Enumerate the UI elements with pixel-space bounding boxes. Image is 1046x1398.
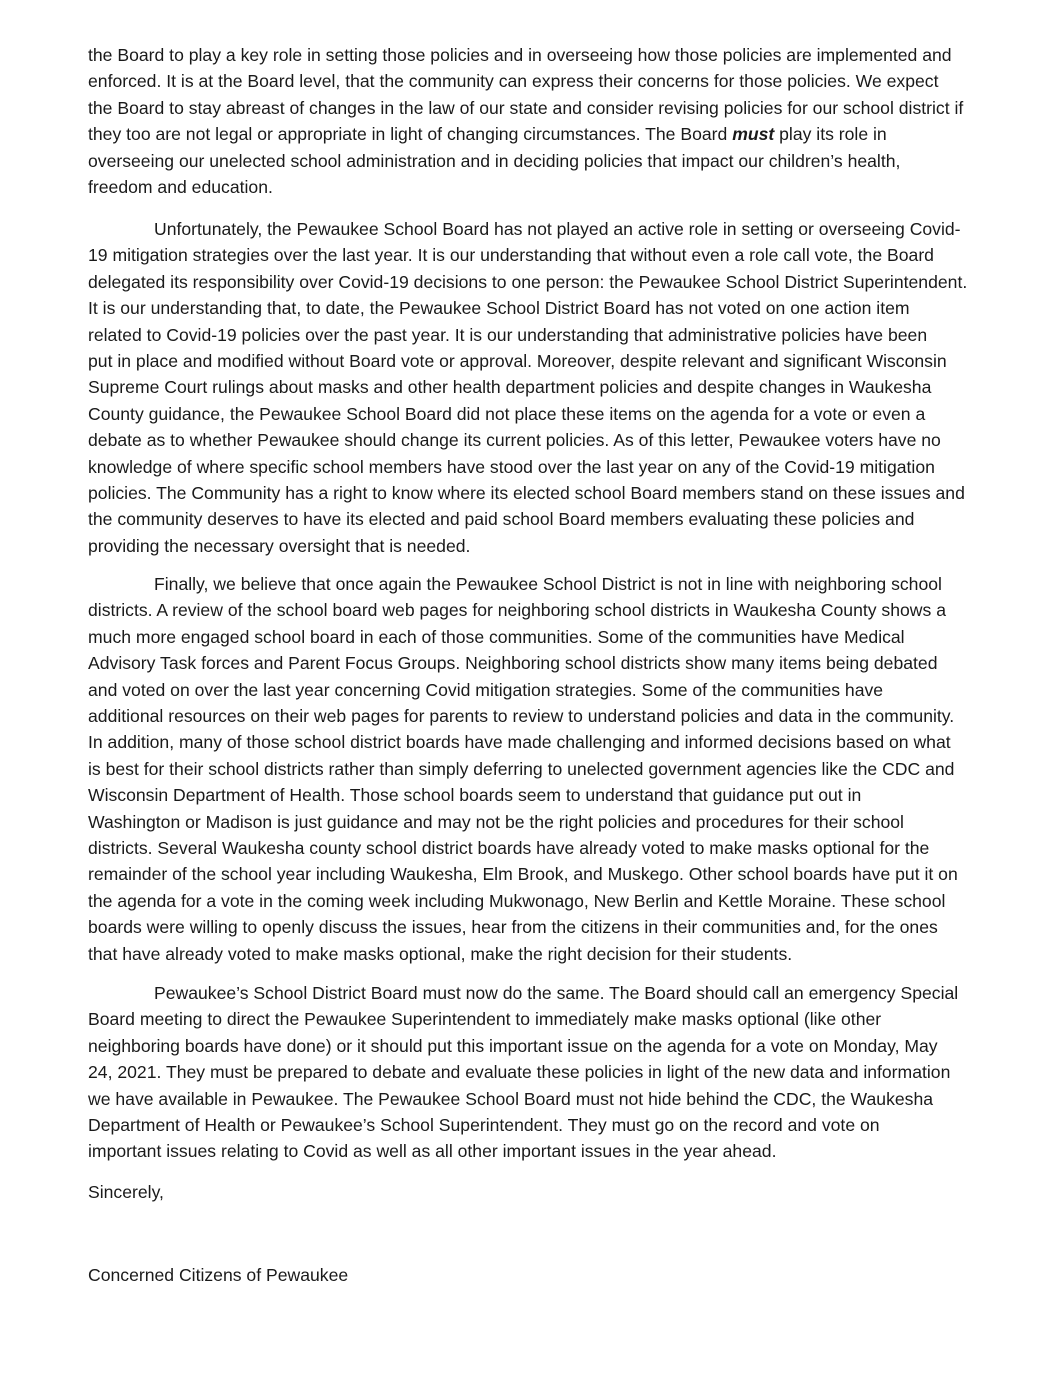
text-line: 24, 2021. They must be prepared to debate and evaluate these policies in light of the new data and information (88, 1062, 951, 1083)
text-line: Supreme Court rulings about masks and other health department policies and despite changes in Waukesha (88, 377, 932, 398)
text-line: Wisconsin Department of Health. Those school boards seem to understand that guidance put out in (88, 785, 862, 806)
text-line: Finally, we believe that once again the Pewaukee School District is not in line with neighboring school (154, 574, 942, 594)
text-line: policies. The Community has a right to know where its elected school Board members stand on these issues and (88, 483, 965, 504)
text-line: providing the necessary oversight that is needed. (88, 535, 471, 556)
text-line: In addition, many of those school district boards have made challenging and informed decisions based on what (88, 732, 951, 753)
text-segment: they too are not legal or appropriate in light of changing circumstances. The Board (88, 124, 733, 145)
text-line: districts. A review of the school board web pages for neighboring school districts in Waukesha County shows a (88, 600, 946, 621)
text-line: and voted on over the last year concerning Covid mitigation strategies. Some of the communities have (88, 679, 884, 700)
text-line: the Board to stay abreast of changes in the law of our state and consider revising policies for our school district if (88, 97, 964, 118)
text-line: related to Covid-19 policies over the past year. It is our understanding that administrative policies have been (88, 324, 928, 345)
letter-signature: Concerned Citizens of Pewaukee (88, 1265, 349, 1285)
text-line (88, 121, 1010, 147)
text-line: boards were willing to openly discuss the issues, hear from the citizens in their communities and, for the ones (88, 917, 938, 938)
text-line: debate as to whether Pewaukee should change its current policies. As of this letter, Pewaukee voters have no (88, 430, 941, 451)
paragraph-neighboring-districts (88, 571, 1010, 967)
text-line: important issues relating to Covid as well as all other important issues in the year ahead. (88, 1141, 777, 1162)
letter-closing: Sincerely, (88, 1182, 164, 1202)
paragraph-call-to-action (88, 980, 1010, 1165)
text-line: knowledge of where specific school members have stood over the last year on any of the Covid-19 mitigation (88, 456, 935, 477)
text-line: we have available in Pewaukee. The Pewaukee School Board must not hide behind the CDC, the Waukesha (88, 1088, 934, 1109)
text-line: neighboring boards have done) or it should put this important issue on the agenda for a vote on Monday, May (88, 1035, 938, 1056)
text-line: the agenda for a vote in the coming week including Mukwonago, New Berlin and Kettle Moraine. These school (88, 890, 946, 911)
text-line: Pewaukee’s School District Board must now do the same. The Board should call an emergency Special (154, 983, 959, 1003)
text-line: enforced. It is at the Board level, that the community can express their concerns for those policies. We expect (88, 71, 939, 92)
text-line: Board meeting to direct the Pewaukee Superintendent to immediately make masks optional (like other (88, 1009, 882, 1030)
text-line: remainder of the school year including Waukesha, Elm Brook, and Muskego. Other school boards have put it on (88, 864, 958, 885)
text-line: put in place and modified without Board vote or approval. Moreover, despite relevant and significant Wisconsin (88, 351, 947, 372)
text-line: additional resources on their web pages for parents to review to understand policies and data in the community. (88, 706, 955, 727)
text-line: Advisory Task forces and Parent Focus Groups. Neighboring school districts show many items being debated (88, 653, 938, 674)
text-line: is best for their school districts rather than simply deferring to unelected government agencies like the CDC and (88, 758, 955, 779)
text-line: 19 mitigation strategies over the last year. It is our understanding that without even a role call vote, the Board (88, 245, 934, 266)
text-line: Department of Health or Pewaukee’s School Superintendent. They must go on the record and vote on (88, 1115, 880, 1136)
text-line: districts. Several Waukesha county school district boards have already voted to make masks optional for the (88, 838, 930, 859)
text-line: the Board to play a key role in setting those policies and in overseeing how those policies are implemented and (88, 45, 952, 65)
text-line: much more engaged school board in each of those communities. Some of the communities have Medical (88, 626, 905, 647)
text-line: the community deserves to have its elected and paid school Board members evaluating these policies and (88, 509, 915, 530)
text-line: Washington or Madison is just guidance and may not be the right policies and procedures for their school (88, 811, 904, 832)
text-line: freedom and education. (88, 177, 273, 198)
paragraph-covid-oversight (88, 216, 1010, 559)
text-line: overseeing our unelected school administration and in deciding policies that impact our children’s health, (88, 150, 901, 171)
text-line: County guidance, the Pewaukee School Board did not place these items on the agenda for a vote or even a (88, 403, 926, 424)
text-line: delegated its responsibility over Covid-19 decisions to one person: the Pewaukee School District Superintendent. (88, 271, 968, 292)
text-segment: play its role in (774, 124, 887, 145)
text-line: It is our understanding that, to date, the Pewaukee School District Board has not voted on one action item (88, 298, 910, 319)
text-line: Unfortunately, the Pewaukee School Board has not played an active role in setting or overseeing Covid- (154, 219, 961, 239)
paragraph-board-role (88, 42, 1010, 200)
emphasized-word: must (732, 124, 775, 145)
text-line: that have already voted to make masks optional, make the right decision for their students. (88, 943, 793, 964)
